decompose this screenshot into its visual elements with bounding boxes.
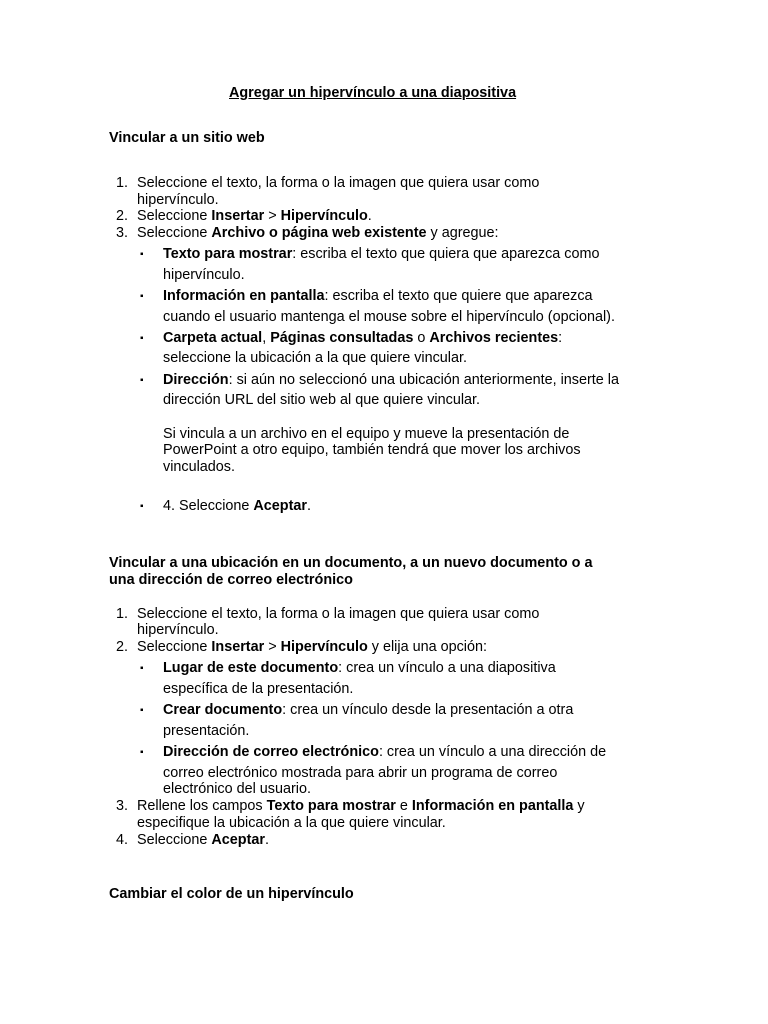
- step-number: 3.: [115, 225, 128, 241]
- step-text: Seleccione Archivo o página web existente y agregue:: [137, 225, 499, 241]
- bullet-text: hipervínculo.: [163, 267, 245, 283]
- bullet-text: cuando el usuario mantenga el mouse sobre el hipervínculo (opcional).: [163, 309, 615, 325]
- section-heading-color: Cambiar el color de un hipervínculo: [109, 886, 354, 902]
- step-text: Seleccione Aceptar.: [137, 832, 269, 848]
- bullet-text: Información en pantalla: escriba el texto que quiere que aparezca: [163, 288, 593, 304]
- bullet-text: seleccione la ubicación a la que quiere vincular.: [163, 350, 467, 366]
- step-text: hipervínculo.: [137, 622, 219, 638]
- page-title: Agregar un hipervínculo a una diapositiva: [229, 85, 517, 101]
- bullet-text: Dirección de correo electrónico: crea un vínculo a una dirección de: [163, 744, 607, 760]
- note-text: vinculados.: [163, 459, 235, 475]
- bullet-text: dirección URL del sitio web al que quiere vincular.: [163, 392, 481, 408]
- bullet-text: Carpeta actual, Páginas consultadas o Archivos recientes:: [163, 330, 563, 346]
- step-number: 2.: [115, 208, 128, 224]
- bullet-icon: ▪: [140, 375, 144, 386]
- step-number: 1.: [115, 606, 128, 622]
- step-text: Seleccione Insertar > Hipervínculo.: [137, 208, 372, 224]
- bullet-icon: ▪: [140, 333, 144, 344]
- bullet-icon: ▪: [140, 249, 144, 260]
- step-text: Seleccione Insertar > Hipervínculo y elija una opción:: [137, 639, 487, 655]
- step-number: 2.: [115, 639, 128, 655]
- bullet-text: Texto para mostrar: escriba el texto que quiera que aparezca como: [163, 246, 600, 262]
- step-number: 1.: [115, 175, 128, 191]
- bullet-text: correo electrónico mostrada para abrir un programa de correo: [163, 765, 558, 781]
- section-heading-document: una dirección de correo electrónico: [109, 572, 353, 588]
- section-heading-web: Vincular a un sitio web: [109, 130, 265, 146]
- step-text: especifique la ubicación a la que quiere vincular.: [137, 815, 446, 831]
- step-text: Seleccione el texto, la forma o la imagen que quiera usar como: [137, 175, 540, 191]
- bullet-text: Crear documento: crea un vínculo desde la presentación a otra: [163, 702, 574, 718]
- section-heading-document: Vincular a una ubicación en un documento, a un nuevo documento o a: [109, 555, 593, 571]
- bullet-text: Lugar de este documento: crea un vínculo a una diapositiva: [163, 660, 556, 676]
- step-number: 3.: [115, 798, 128, 814]
- bullet-icon: ▪: [140, 705, 144, 716]
- bullet-icon: ▪: [140, 663, 144, 674]
- bullet-icon: ▪: [140, 291, 144, 302]
- note-text: Si vincula a un archivo en el equipo y mueve la presentación de: [163, 426, 570, 442]
- step-text: Seleccione el texto, la forma o la imagen que quiera usar como: [137, 606, 540, 622]
- bullet-text: 4. Seleccione Aceptar.: [163, 498, 311, 514]
- step-number: 4.: [115, 832, 128, 848]
- bullet-icon: ▪: [140, 747, 144, 758]
- bullet-text: Dirección: si aún no seleccionó una ubicación anteriormente, inserte la: [163, 372, 619, 388]
- bullet-text: presentación.: [163, 723, 250, 739]
- bullet-text: específica de la presentación.: [163, 681, 354, 697]
- note-text: PowerPoint a otro equipo, también tendrá que mover los archivos: [163, 442, 581, 458]
- step-text: hipervínculo.: [137, 192, 219, 208]
- step-text: Rellene los campos Texto para mostrar e Información en pantalla y: [137, 798, 585, 814]
- bullet-icon: ▪: [140, 501, 144, 512]
- bullet-text: electrónico del usuario.: [163, 781, 311, 797]
